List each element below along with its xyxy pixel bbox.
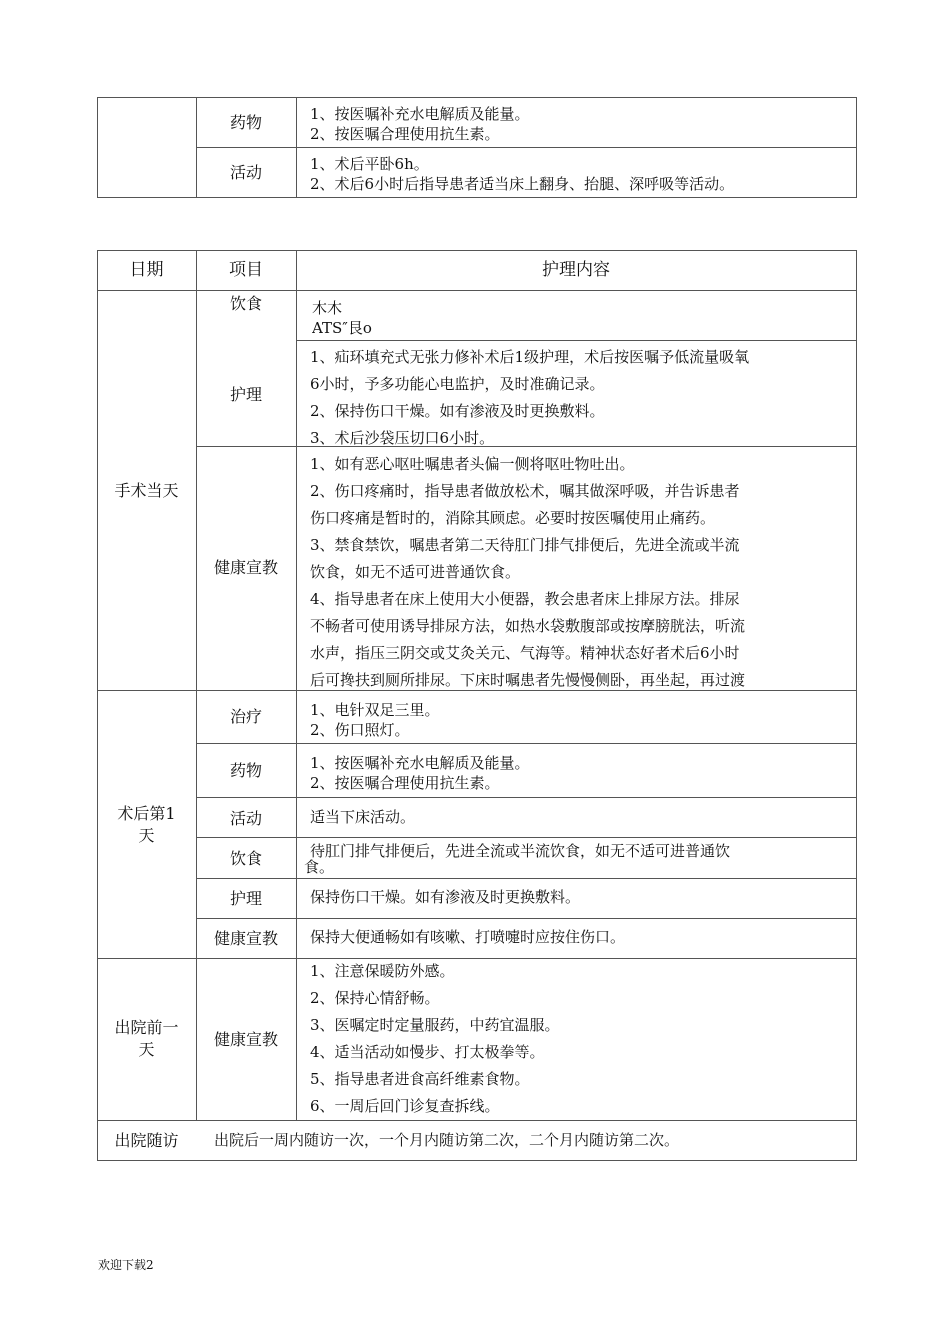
header-date: 日期 (129, 260, 164, 280)
item-label: 饮食 (229, 294, 262, 313)
item-label: 健康宣教 (213, 558, 278, 577)
item-label: 护理 (229, 889, 262, 908)
cell-content: 保持伤口干燥。如有渗液及时更换敷料。 (310, 888, 581, 906)
cell-content: 保持大便通畅如有咳嗽、打喷嚏时应按住伤口。 (310, 928, 626, 946)
item-label: 饮食 (229, 849, 262, 868)
cell-content: 木木 ATS″艮o (312, 299, 372, 337)
item-label: 护理 (229, 385, 262, 404)
cell-content: 1、疝环填充式无张力修补术后1级护理，术后按医嘱予低流量吸氧 6小时，予多功能心电监护，及时准确记录。 2、保持伤口干燥。如有渗液及时更换敷料。 3、术后沙袋压切口6小时。 (310, 348, 750, 445)
date-label: 手术当天 (114, 481, 179, 500)
item-label: 药物 (229, 761, 262, 780)
cell-content: 1、术后平卧6h。 2、术后6小时后指导患者适当床上翻身、抬腿、深呼吸等活动。 (310, 155, 735, 193)
cell-content: 1、如有恶心呕吐嘱患者头偏一侧将呕吐物吐出。 2、伤口疼痛时，指导患者做放松术，嘱其做深呼吸，并告诉患者 伤口疼痛是暂时的，消除其顾虑。必要时按医嘱使用止痛药。 3、禁食禁饮，嘱患者第二天待肛门排气排便后，先进全流或半流 饮食，如无不适可进普通饮食。 4、指导患者在床上使用大小便器，教会患者床上排尿方法。排尿 不畅者可使用诱导排尿方法，如热水袋敷腹部或按摩膀胱法，听流 水声，指压三阴交或艾灸关元、气海等。精神状态好者术后6小时 后可搀扶到厕所排尿。下床时嘱患者先慢慢侧卧，再坐起，再过渡 (310, 455, 746, 689)
item-label: 治疗 (229, 707, 262, 726)
item-label: 药物 (229, 113, 262, 132)
footer-text: 欢迎下载2 (98, 1258, 154, 1272)
cell-content: 1、按医嘱补充水电解质及能量。 2、按医嘱合理使用抗生素。 (310, 105, 530, 143)
followup-label: 出院随访 (114, 1131, 179, 1150)
cell-content: 1、按医嘱补充水电解质及能量。 2、按医嘱合理使用抗生素。 (310, 754, 530, 792)
item-label: 活动 (229, 809, 262, 828)
cell-content: 待肛门排气排便后，先进全流或半流饮食，如无不适可进普通饮 食。 (304, 842, 731, 876)
followup-content: 出院后一周内随访一次，一个月内随访第二次，二个月内随访第二次。 (214, 1131, 680, 1149)
header-content: 护理内容 (542, 260, 610, 280)
item-label: 健康宣教 (213, 929, 278, 948)
date-label: 出院前一天 (114, 1018, 179, 1059)
date-label: 术后第1天 (117, 804, 176, 845)
item-label: 活动 (229, 163, 262, 182)
cell-content: 适当下床活动。 (310, 808, 416, 826)
cell-content: 1、注意保暖防外感。 2、保持心情舒畅。 3、医嘱定时定量服药，中药宜温服。 4、适当活动如慢步、打太极拳等。 5、指导患者进食高纤维素食物。 6、一周后回门诊复查拆线。 (310, 962, 560, 1115)
header-item: 项目 (229, 260, 263, 280)
item-label: 健康宣教 (213, 1030, 278, 1049)
cell-content: 1、电针双足三里。 2、伤口照灯。 (310, 701, 440, 739)
